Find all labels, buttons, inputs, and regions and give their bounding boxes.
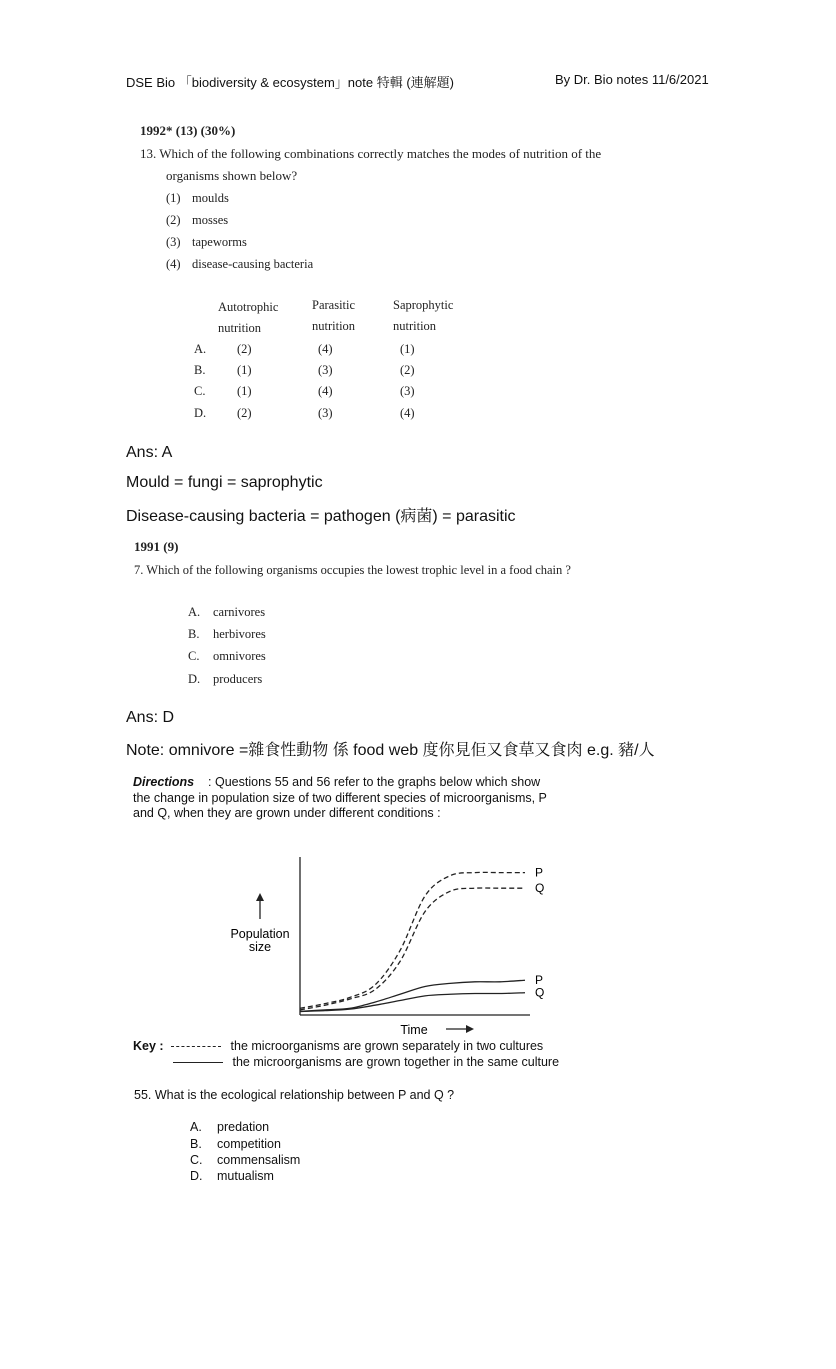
key-solid-row	[173, 1055, 559, 1069]
table-row: A. (2) (4) (1)	[194, 342, 415, 356]
x-arrow-icon	[466, 1025, 474, 1033]
directions-label: Directions	[133, 775, 195, 789]
series-line-dashed-p	[300, 872, 525, 1008]
question-55-text: 55. What is the ecological relationship between P and Q ?	[134, 1088, 455, 1102]
table-header-saprophytic: Saprophytic nutrition	[393, 298, 454, 333]
option-b: B. herbivores	[188, 627, 266, 641]
series-line-solid-p	[300, 980, 525, 1011]
series-label-dashed-p: P	[535, 865, 544, 880]
key-dashed-row	[133, 1039, 543, 1053]
header-author-date: By Dr. Bio notes 11/6/2021	[555, 72, 709, 87]
question-13-text-cont: organisms shown below?	[166, 168, 298, 183]
question-7-text: 7. Which of the following organisms occupies the lowest trophic level in a food chain ?	[134, 563, 571, 577]
dashed-line-swatch	[171, 1046, 221, 1047]
y-axis-label-line1: Population	[230, 927, 290, 941]
table-row: C. (1) (4) (3)	[194, 384, 415, 398]
key-dashed-text: the microorganisms are grown separately in two cultures	[230, 1039, 544, 1053]
solid-line-swatch	[173, 1062, 223, 1063]
question-source-1992: 1992* (13) (30%)	[140, 123, 236, 138]
directions-line3: and Q, when they are grown under different conditions :	[133, 806, 441, 820]
series-group	[300, 866, 544, 1012]
key-label: Key :	[133, 1039, 164, 1053]
option-d: D. producers	[188, 672, 263, 686]
organism-item: (3) tapeworms	[166, 235, 247, 249]
directions-line1: Directions : Questions 55 and 56 refer to the graphs below which show	[133, 775, 541, 789]
note-mould: Mould = fungi = saprophytic	[126, 474, 323, 491]
organism-item: (2) mosses	[166, 213, 229, 227]
table-header-autotrophic: Autotrophic nutrition	[218, 300, 279, 335]
answer-1992: Ans: A	[126, 444, 173, 461]
option-d: D. mutualism	[190, 1169, 274, 1183]
x-axis-label: Time	[400, 1023, 428, 1037]
option-c: C. commensalism	[190, 1153, 301, 1167]
option-a: A. carnivores	[188, 605, 266, 619]
table-row: D. (2) (3) (4)	[194, 406, 415, 420]
population-graph	[200, 845, 620, 1045]
key-solid-text: the microorganisms are grown together in the same culture	[232, 1055, 560, 1069]
organism-item: (4) disease-causing bacteria	[166, 257, 314, 271]
option-a: A. predation	[190, 1120, 270, 1134]
y-arrow-icon	[256, 893, 264, 901]
organism-item: (1) moulds	[166, 191, 229, 205]
series-label-solid-q: Q	[535, 985, 545, 1000]
series-label-solid-p: P	[535, 973, 544, 988]
table-header-parasitic: Parasitic nutrition	[312, 298, 356, 333]
note-omnivore: Note: omnivore =雜食性動物 係 food web 度你見佢又食草又食肉 e.g. 豬/人	[126, 742, 655, 759]
series-line-dashed-q	[300, 888, 525, 1010]
answer-1991: Ans: D	[126, 709, 175, 726]
directions-line2: the change in population size of two different species of microorganisms, P	[133, 791, 547, 805]
series-label-dashed-q: Q	[535, 881, 545, 896]
header-title: DSE Bio 「biodiversity & ecosystem」note 特輯 (連解題)	[126, 75, 454, 90]
question-13-text: 13. Which of the following combinations correctly matches the modes of nutrition of the	[140, 146, 602, 161]
y-axis-label-line2: size	[248, 940, 272, 954]
table-row: B. (1) (3) (2)	[194, 363, 415, 377]
question-source-1991: 1991 (9)	[134, 539, 179, 554]
note-bacteria: Disease-causing bacteria = pathogen (病菌) = parasitic	[126, 508, 516, 525]
option-c: C. omnivores	[188, 649, 266, 663]
option-b: B. competition	[190, 1137, 281, 1151]
